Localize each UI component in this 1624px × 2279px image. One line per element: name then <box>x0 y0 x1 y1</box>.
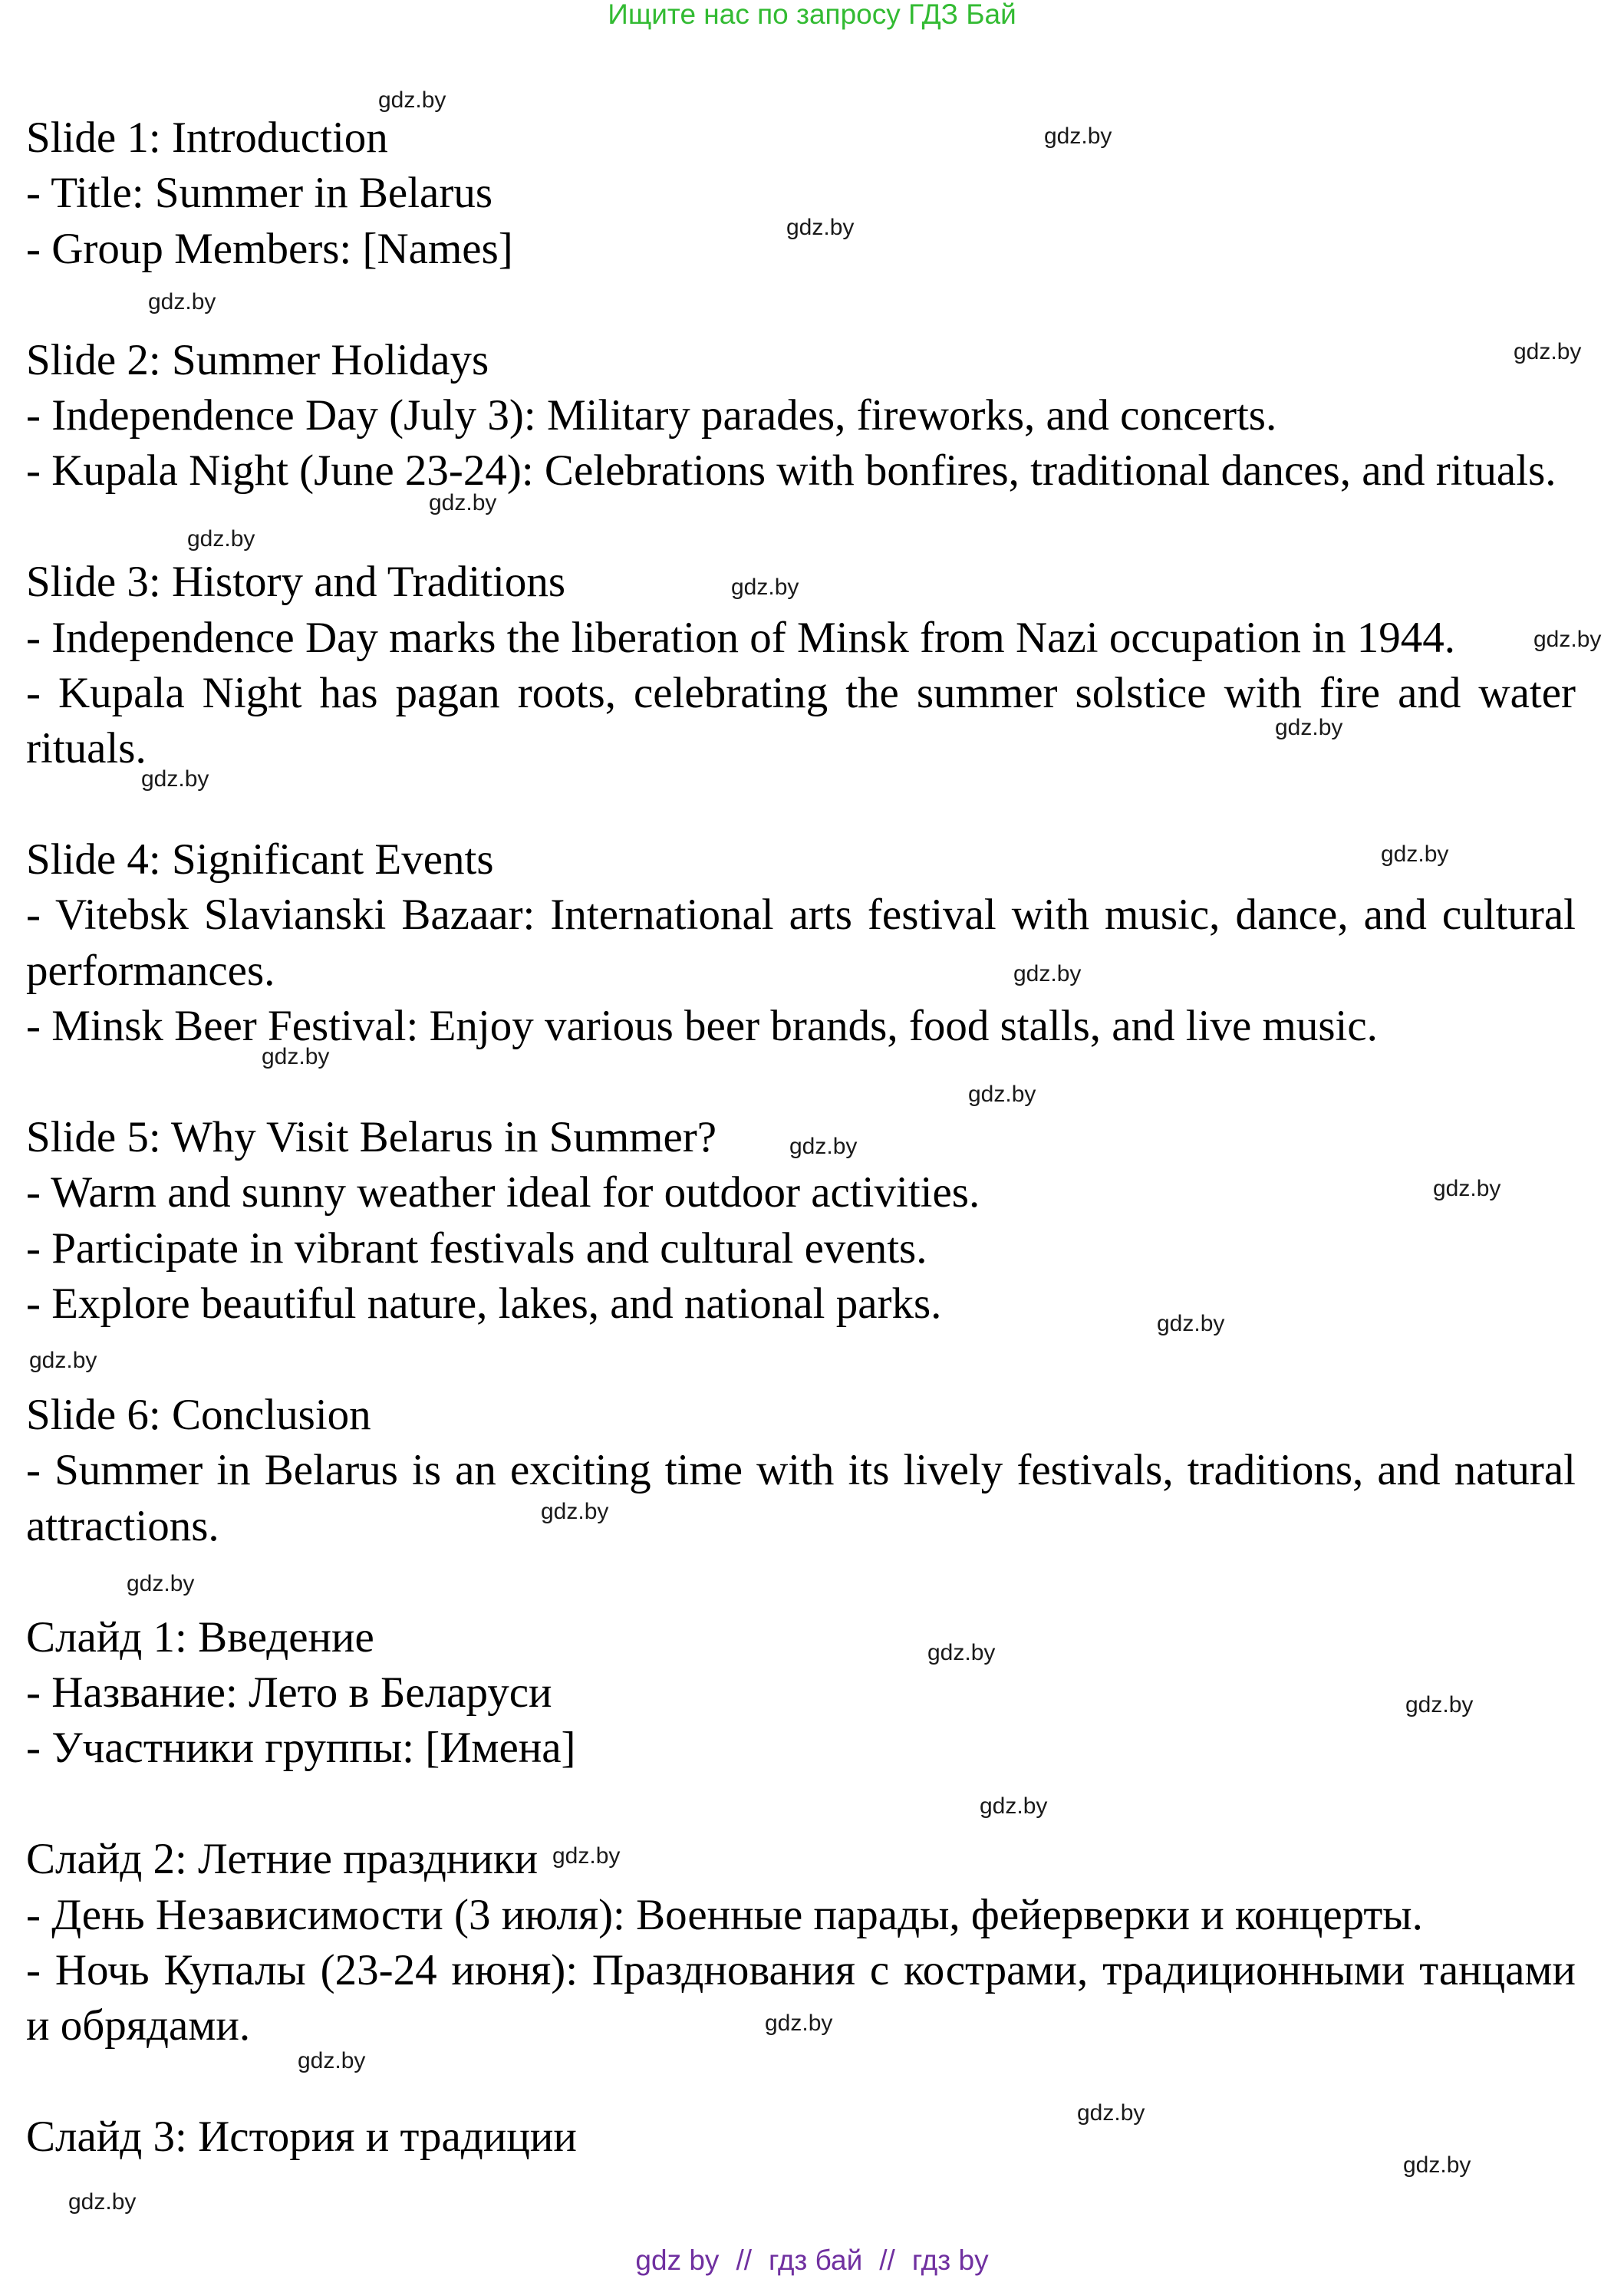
watermark: gdz.by <box>1381 841 1449 867</box>
bullet-line: - Independence Day marks the liberation of Minsk from Nazi occupation in 1944. <box>26 613 1456 662</box>
bullet-line: - Kupala Night (June 23-24): Celebrations with bonfires, traditional dances, and rituals. <box>26 446 1556 496</box>
bullet-line: - Kupala Night has pagan roots, celebrating the summer solstice with fire and water <box>26 668 1576 717</box>
slide-en-3 <box>26 555 1576 777</box>
footer-link-gdz-by-mixed: гдз by <box>911 2244 989 2276</box>
watermark: gdz.by <box>29 1348 97 1373</box>
slide-heading: Slide 2: Summer Holidays <box>26 335 489 384</box>
watermark: gdz.by <box>927 1640 996 1665</box>
watermark: gdz.by <box>1077 2100 1145 2126</box>
watermark: gdz.by <box>789 1134 858 1159</box>
bullet-line: - Explore beautiful nature, lakes, and national parks. <box>26 1279 942 1329</box>
slide-heading: Slide 3: History and Traditions <box>26 558 566 607</box>
slide-heading: Slide 5: Why Visit Belarus in Summer? <box>26 1113 717 1162</box>
watermark: gdz.by <box>1403 2152 1471 2178</box>
bullet-line: - Vitebsk Slavianski Bazaar: International arts festival with music, dance, and cultural <box>26 891 1576 940</box>
watermark: gdz.by <box>1533 627 1602 652</box>
slide-heading: Slide 6: Conclusion <box>26 1390 371 1439</box>
watermark: gdz.by <box>731 575 799 600</box>
watermark: gdz.by <box>552 1843 621 1869</box>
slide-ru-3 <box>26 2109 1576 2165</box>
slide-en-6 <box>26 1388 1576 1554</box>
bullet-line: - Title: Summer in Belarus <box>26 169 493 218</box>
watermark: gdz.by <box>980 1793 1048 1819</box>
slide-heading: Слайд 3: История и традиции <box>26 2113 577 2162</box>
bullet-line: - Warm and sunny weather ideal for outdoor activities. <box>26 1168 980 1217</box>
watermark: gdz.by <box>1275 715 1343 740</box>
watermark: gdz.by <box>1405 1692 1474 1717</box>
footer-link-gdz-by: gdz by <box>635 2244 720 2276</box>
search-promo-text: Ищите нас по запросу ГДЗ Бай <box>608 0 1016 30</box>
slide-en-1 <box>26 110 1576 277</box>
watermark: gdz.by <box>429 490 497 515</box>
slide-ru-1 <box>26 1610 1576 1777</box>
bullet-line-continuation: и обрядами. <box>26 2001 251 2050</box>
bullet-line-continuation: performances. <box>26 946 275 995</box>
bullet-line: - День Независимости (3 июля): Военные парады, фейерверки и концерты. <box>26 1890 1423 1939</box>
watermark: gdz.by <box>141 766 209 792</box>
bullet-line: - Group Members: [Names] <box>26 224 513 273</box>
footer-site-links <box>0 2245 1624 2276</box>
bullet-line: - Minsk Beer Festival: Enjoy various beer brands, food stalls, and live music. <box>26 1002 1378 1051</box>
bullet-line: - Ночь Купалы (23-24 июня): Празднования с кострами, традиционными танцами <box>26 1945 1576 1994</box>
footer-separator: // <box>736 2244 752 2276</box>
bullet-line: - Independence Day (July 3): Military parades, fireworks, and concerts. <box>26 390 1277 440</box>
watermark: gdz.by <box>68 2189 137 2215</box>
watermark: gdz.by <box>187 526 255 552</box>
watermark: gdz.by <box>378 87 446 113</box>
watermark: gdz.by <box>148 289 216 315</box>
bullet-line-continuation: attractions. <box>26 1501 219 1550</box>
bullet-line-continuation: rituals. <box>26 724 147 773</box>
footer-separator: // <box>879 2244 895 2276</box>
slide-heading: Слайд 1: Введение <box>26 1612 374 1661</box>
watermark: gdz.by <box>1013 961 1082 986</box>
watermark: gdz.by <box>127 1571 195 1596</box>
watermark: gdz.by <box>541 1499 609 1524</box>
slide-heading: Слайд 2: Летние праздники <box>26 1835 539 1884</box>
watermark: gdz.by <box>1044 124 1112 149</box>
slide-heading: Slide 4: Significant Events <box>26 835 494 884</box>
watermark: gdz.by <box>262 1044 330 1069</box>
slide-en-2 <box>26 333 1576 499</box>
watermark: gdz.by <box>1514 339 1582 364</box>
watermark: gdz.by <box>298 2048 366 2073</box>
watermark: gdz.by <box>1157 1311 1225 1336</box>
bullet-line: - Summer in Belarus is an exciting time with its lively festivals, traditions, and natural <box>26 1446 1576 1495</box>
slide-heading: Slide 1: Introduction <box>26 114 388 162</box>
bullet-line: - Участники группы: [Имена] <box>26 1724 576 1773</box>
bullet-line: - Participate in vibrant festivals and cultural events. <box>26 1223 927 1273</box>
watermark: gdz.by <box>1433 1176 1501 1201</box>
footer-link-gdz-bai: гдз бай <box>769 2244 863 2276</box>
slide-en-4 <box>26 832 1576 1055</box>
bullet-line: - Название: Лето в Беларуси <box>26 1668 552 1717</box>
watermark: gdz.by <box>968 1082 1036 1107</box>
watermark: gdz.by <box>786 215 855 240</box>
watermark: gdz.by <box>765 2011 833 2036</box>
